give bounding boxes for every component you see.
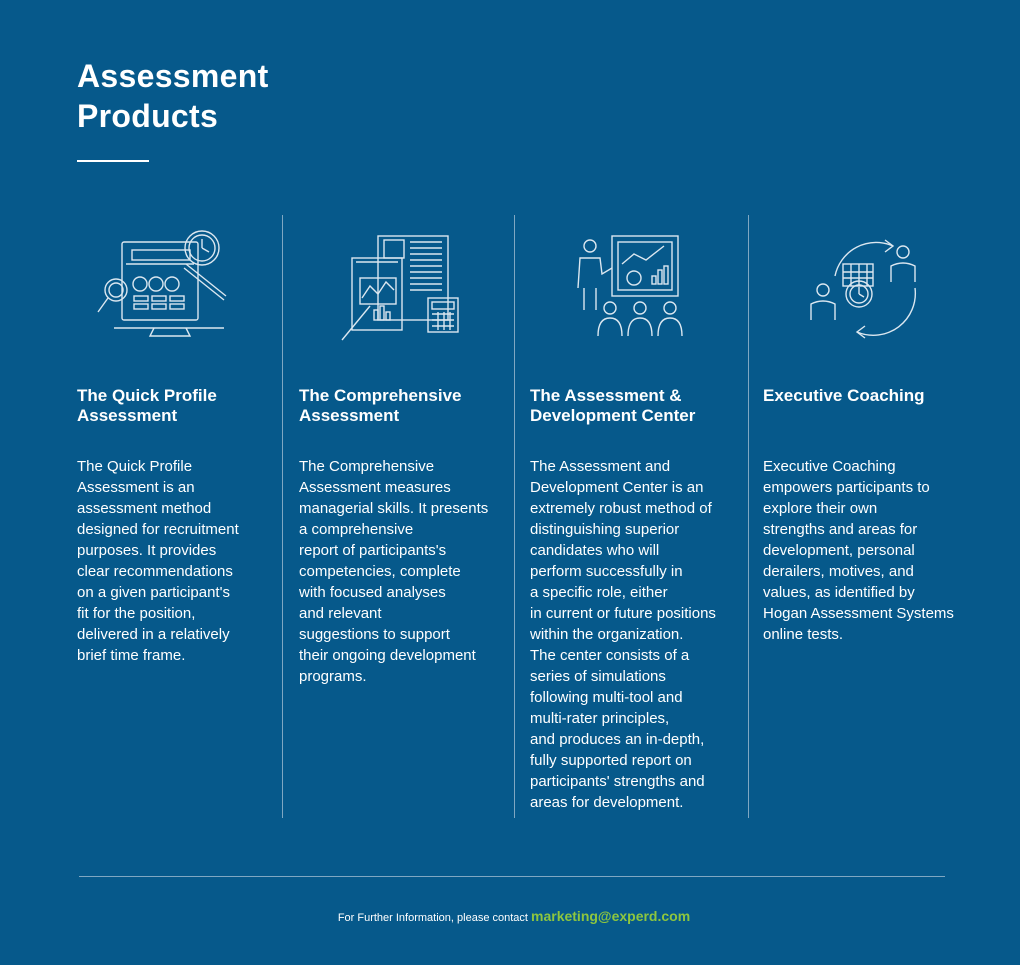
computer-clock-magnifier-icon [94, 228, 244, 348]
footer-divider [79, 876, 945, 877]
page-title: Assessment Products [77, 58, 269, 134]
product-comprehensive [299, 228, 504, 685]
product-description: The Comprehensive Assessment measures managerial skills. It presents a comprehensive report of participants's competencies, complete with focused analyses and relevant suggestions to support their ongoing development programs. [299, 458, 489, 685]
product-heading: The Comprehensive Assessment [299, 386, 462, 425]
product-executive-coaching [763, 228, 973, 643]
product-heading: Executive Coaching [763, 386, 925, 405]
title-underline [77, 160, 149, 162]
column-divider-2 [514, 215, 515, 818]
product-description: The Quick Profile Assessment is an assessment method designed for recruitment purposes. It provides clear recommendations on a given participant's fit for the position, delivered in a relatively brief time frame. [77, 458, 239, 664]
presenter-audience-icon [560, 228, 710, 348]
product-description: Executive Coaching empowers participants to explore their own strengths and areas for development, personal derailers, motives, and values, as identified by Hogan Assessment Systems online tests. [763, 458, 954, 643]
product-heading: The Assessment & Development Center [530, 386, 696, 425]
product-quick-profile [77, 228, 267, 664]
contact-email-link[interactable]: marketing@experd.com [531, 908, 691, 924]
report-documents-calculator-icon [334, 228, 484, 348]
product-description: The Assessment and Development Center is an extremely robust method of distinguishing superior candidates who will perform successfully in a specific role, either in current or future positions within the organization. The center consists of a series of simulations following multi-tool and multi-rater principles, and produces an in-depth, fully supported report on participants' strengths and areas for development. [530, 458, 716, 811]
product-heading: The Quick Profile Assessment [77, 386, 217, 425]
column-divider-3 [748, 215, 749, 818]
coaching-cycle-icon [785, 228, 935, 348]
footer [0, 908, 1020, 924]
column-divider-1 [282, 215, 283, 818]
footer-text: For Further Information, please contact [337, 912, 532, 924]
product-assessment-center [530, 228, 735, 811]
